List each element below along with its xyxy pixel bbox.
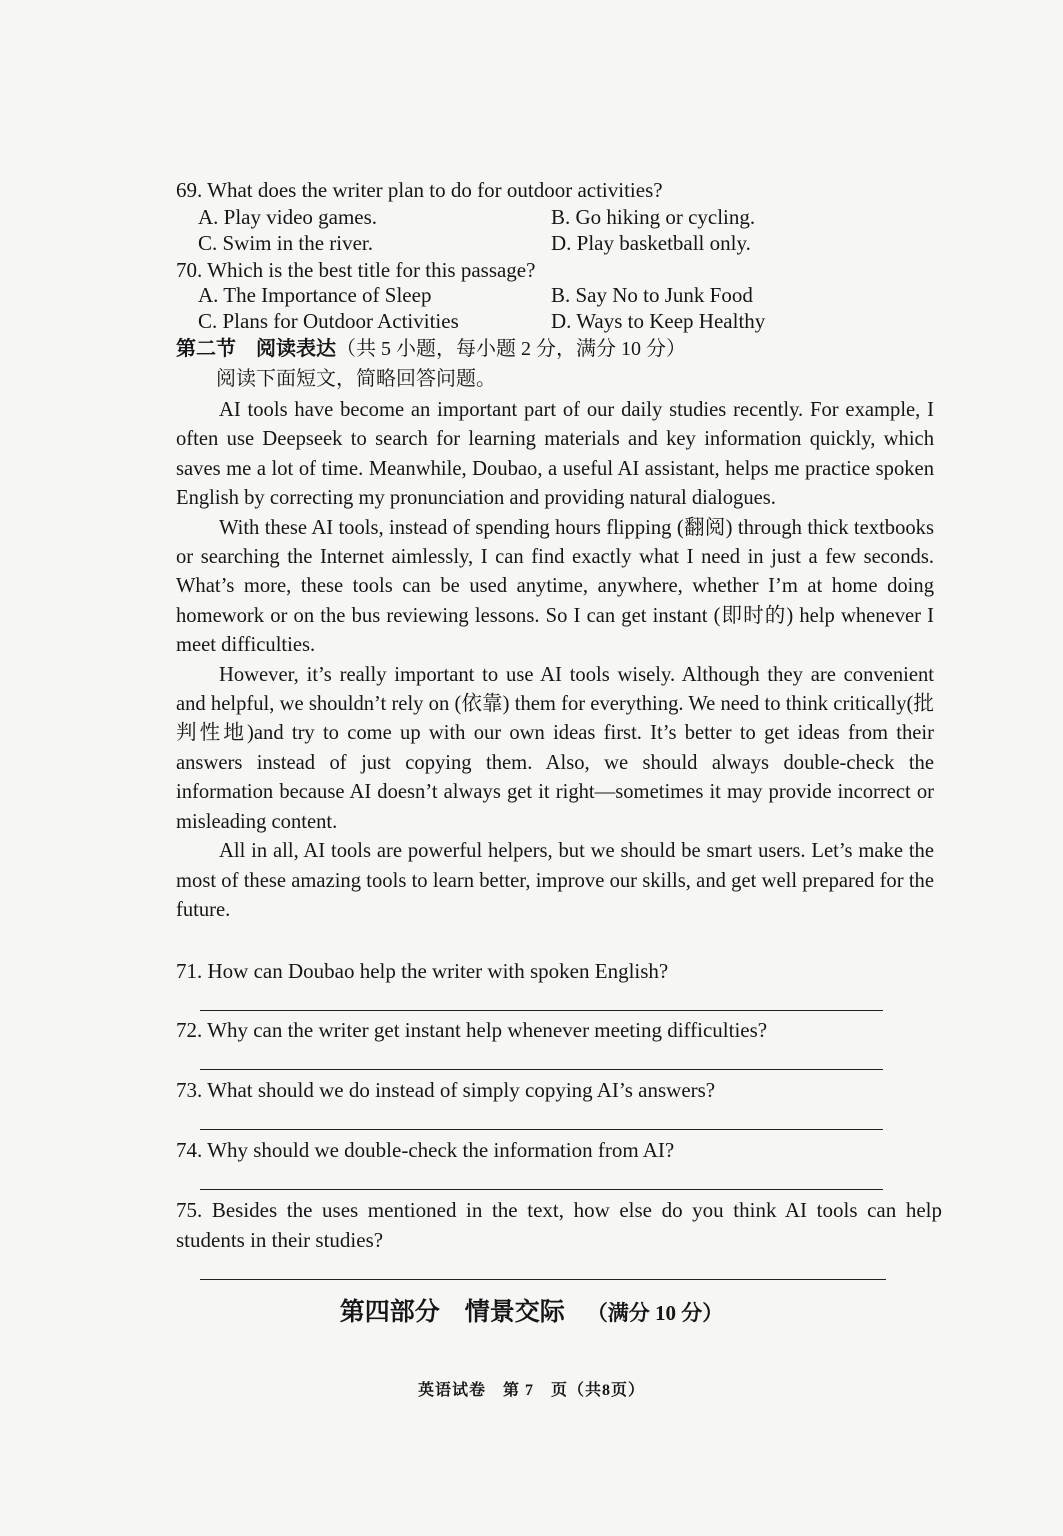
passage-paragraph: With these AI tools, instead of spending hours flipping (翻阅) through thick textbooks or searching the Internet aimlessly, I can find exactly what I need in just a few seconds. What’s more, these tools can be used anytime, anywhere, whether I’m at home doing homework or on the bus reviewing lessons. So I can get instant (即时的) help whenever I meet difficulties. (176, 516, 934, 657)
part-four-title: 第四部分 情景交际 (339, 1299, 565, 1326)
answer-line-73[interactable] (200, 1129, 883, 1130)
answer-line-71[interactable] (200, 1010, 883, 1011)
question-73: 73. What should we do instead of simply copying AI’s answers? (176, 1078, 716, 1102)
q70-option-b: B. Say No to Junk Food (551, 283, 753, 307)
passage-paragraph: AI tools have become an important part of our daily studies recently. For example, I often use Deepseek to search for learning materials and key information quickly, which saves me a lot of time. Meanwhile, Doubao, a useful AI assistant, helps me practice spoken English by correcting my pronunciation and providing natural dialogues. (176, 399, 934, 510)
section-meta: （共 5 小题，每小题 2 分，满分 10 分） (336, 338, 686, 360)
reading-passage (176, 396, 934, 925)
question-72: 72. Why can the writer get instant help whenever meeting difficulties? (176, 1018, 768, 1042)
q70-option-a: A. The Importance of Sleep (198, 283, 432, 307)
answer-line-74[interactable] (200, 1189, 883, 1190)
q69-option-d: D. Play basketball only. (551, 231, 751, 255)
question-70: 70. Which is the best title for this passage? (176, 258, 536, 282)
q70-option-d: D. Ways to Keep Healthy (551, 309, 766, 333)
question-69: 69. What does the writer plan to do for outdoor activities? (176, 178, 663, 202)
section-title: 第二节 阅读表达 (176, 338, 336, 360)
part-four-heading (0, 1296, 1063, 1330)
question-71: 71. How can Doubao help the writer with spoken English? (176, 959, 669, 983)
q70-option-c: C. Plans for Outdoor Activities (198, 309, 459, 333)
answer-line-72[interactable] (200, 1069, 883, 1070)
question-74: 74. Why should we double-check the information from AI? (176, 1138, 675, 1162)
section-heading (176, 336, 686, 362)
answer-line-75[interactable] (200, 1279, 886, 1280)
passage-paragraph: All in all, AI tools are powerful helpers, but we should be smart users. Let’s make the most of these amazing tools to learn better, improve our skills, and get well prepared for the future. (176, 840, 934, 921)
q69-option-b: B. Go hiking or cycling. (551, 205, 756, 229)
part-four-score: （满分 10 分） (586, 1301, 724, 1325)
section-instruction: 阅读下面短文，简略回答问题。 (216, 368, 496, 390)
passage-paragraph: However, it’s really important to use AI tools wisely. Although they are convenient and helpful, we shouldn’t rely on (依靠) them for everything. We need to think critically(批判性地)and try to come up with our own ideas first. It’s better to get ideas from their answers instead of just copying them. Also, we should always double-check the information because AI doesn’t always get it right—sometimes it may provide incorrect or misleading content. (176, 663, 934, 833)
question-75: 75. Besides the uses mentioned in the text, how else do you think AI tools can help students in their studies? (176, 1198, 942, 1252)
page-footer: 英语试卷 第 7 页（共8页） (417, 1382, 645, 1399)
q69-option-a: A. Play video games. (198, 205, 378, 229)
q69-option-c: C. Swim in the river. (198, 231, 373, 255)
